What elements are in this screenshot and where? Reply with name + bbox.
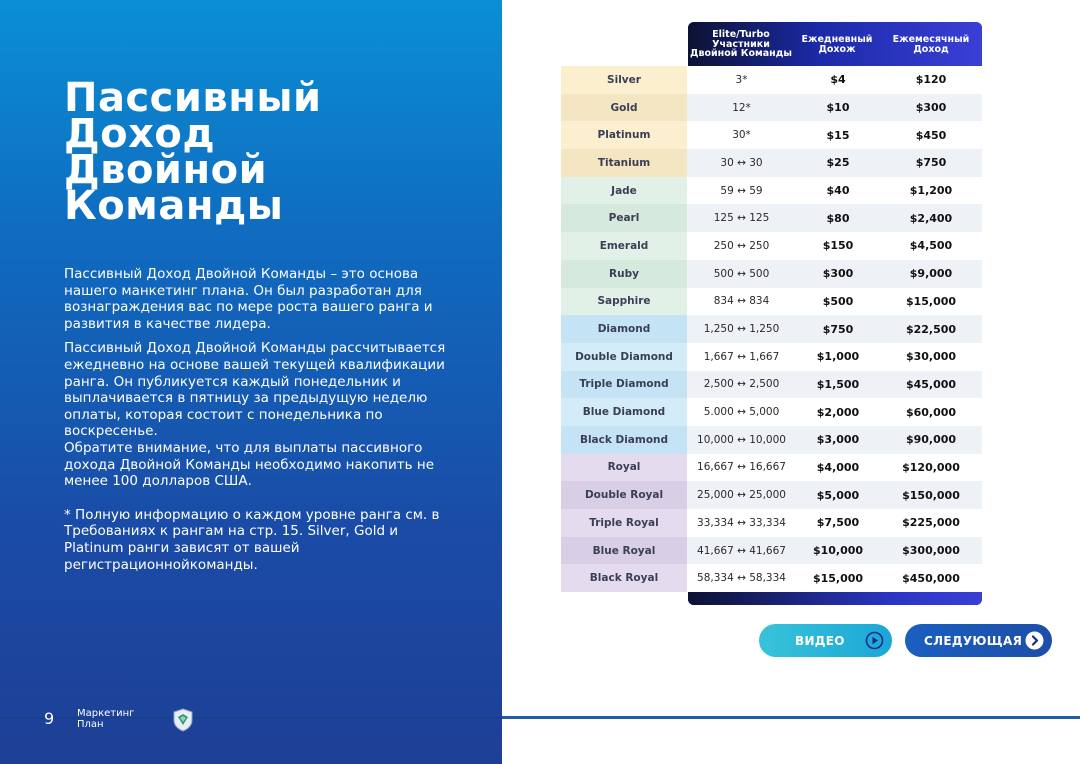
rank-cell: Black Diamond [561,426,687,454]
members-cell: 3* [687,66,796,94]
rank-cell: Gold [561,94,687,122]
daily-income-cell: $7,500 [796,509,880,537]
table-row [561,398,982,426]
rank-cell: Silver [561,66,687,94]
column-header-members [688,30,794,59]
monthly-income-cell: $150,000 [880,481,982,509]
footnote: * Полную информацию о каждом уровне ранга см. в Требованиях к рангам на стр. 15. Silver, Gold и Platinum ранги зависят от вашей регистрационнойкоманды. [64,506,440,573]
rank-cell: Emerald [561,232,687,260]
title-line: Доход [64,111,216,157]
daily-income-cell: $4,000 [796,454,880,482]
rank-cell: Platinum [561,121,687,149]
members-cell: 1,667 ↔ 1,667 [687,343,796,371]
payout-note: Обратите внимание, что для выплаты пассивного дохода Двойной Команды необходимо накопить не менее 100 долларов США. [64,439,435,490]
footer-divider [0,717,502,719]
rank-cell: Triple Diamond [561,371,687,399]
column-header-line: Ежемесячный [892,34,970,45]
monthly-income-cell: $15,000 [880,288,982,316]
description-paragraph: Пассивный Доход Двойной Команды – это основа нашего манкетинг плана. Он был разработан для вознаграждения вас по мере роста вашего ранга и развития в качестве лидера. [64,266,433,332]
members-cell: 12* [687,94,796,122]
daily-income-cell: $10,000 [796,537,880,565]
rank-cell: Diamond [561,315,687,343]
table-row [561,66,982,94]
daily-income-cell: $750 [796,315,880,343]
rank-cell: Double Diamond [561,343,687,371]
members-cell: 5.000 ↔ 5,000 [687,398,796,426]
table-row [561,509,982,537]
daily-income-cell: $1,000 [796,343,880,371]
monthly-income-cell: $450 [880,121,982,149]
rank-cell: Double Royal [561,481,687,509]
monthly-income-cell: $300 [880,94,982,122]
members-cell: 58,334 ↔ 58,334 [687,564,796,592]
income-table-body [561,66,982,592]
daily-income-cell: $5,000 [796,481,880,509]
members-cell: 250 ↔ 250 [687,232,796,260]
members-cell: 500 ↔ 500 [687,260,796,288]
play-circle-icon [865,631,884,650]
description-paragraph: Пассивный Доход Двойной Команды рассчитывается ежедневно на основе вашей текущей квалификации ранга. Он публикуется каждый понедельник и выплачивается в пятницу за предыдущую неделю оплаты, которая состоит с понедельника по воскресенье. [64,340,446,440]
table-row [561,94,982,122]
daily-income-cell: $1,500 [796,371,880,399]
rank-cell: Sapphire [561,288,687,316]
table-row [561,149,982,177]
page-number: 9 [44,709,55,728]
members-cell: 834 ↔ 834 [687,288,796,316]
members-cell: 33,334 ↔ 33,334 [687,509,796,537]
members-cell: 2,500 ↔ 2,500 [687,371,796,399]
monthly-income-cell: $90,000 [880,426,982,454]
monthly-income-cell: $120,000 [880,454,982,482]
rank-cell: Triple Royal [561,509,687,537]
table-row [561,121,982,149]
column-header-line: Ежедневный [801,34,873,45]
daily-income-cell: $15 [796,121,880,149]
daily-income-cell: $25 [796,149,880,177]
monthly-income-cell: $225,000 [880,509,982,537]
table-row [561,177,982,205]
daily-income-cell: $500 [796,288,880,316]
monthly-income-cell: $4,500 [880,232,982,260]
table-row [561,426,982,454]
column-header-line: Дохож [818,43,856,55]
members-cell: 30 ↔ 30 [687,149,796,177]
daily-income-cell: $10 [796,94,880,122]
column-header-daily [794,35,880,54]
video-button-label: ВИДЕО [795,633,845,648]
rank-cell: Black Royal [561,564,687,592]
footer-label-line: План [77,719,104,730]
monthly-income-cell: $750 [880,149,982,177]
rank-cell: Jade [561,177,687,205]
monthly-income-cell: $30,000 [880,343,982,371]
footer-label-line: Маркетинг [77,708,135,719]
video-button[interactable] [759,624,892,657]
column-header-monthly [880,35,982,54]
members-cell: 16,667 ↔ 16,667 [687,454,796,482]
members-cell: 125 ↔ 125 [687,204,796,232]
monthly-income-cell: $1,200 [880,177,982,205]
next-button[interactable] [905,624,1052,657]
daily-income-cell: $80 [796,204,880,232]
table-row [561,564,982,592]
page-title [64,75,322,229]
table-row [561,537,982,565]
monthly-income-cell: $45,000 [880,371,982,399]
table-row [561,454,982,482]
daily-income-cell: $300 [796,260,880,288]
members-cell: 59 ↔ 59 [687,177,796,205]
rank-cell: Pearl [561,204,687,232]
title-line: Пассивный [64,75,322,121]
monthly-income-cell: $300,000 [880,537,982,565]
members-cell: 25,000 ↔ 25,000 [687,481,796,509]
members-cell: 1,250 ↔ 1,250 [687,315,796,343]
table-row [561,481,982,509]
daily-income-cell: $150 [796,232,880,260]
monthly-income-cell: $120 [880,66,982,94]
table-row [561,315,982,343]
table-row [561,371,982,399]
members-cell: 10,000 ↔ 10,000 [687,426,796,454]
members-cell: 30* [687,121,796,149]
rank-cell: Titanium [561,149,687,177]
footer-label [77,708,134,730]
table-row [561,288,982,316]
table-row [561,232,982,260]
rank-cell: Royal [561,454,687,482]
column-header-line: Elite/Turbo [712,29,770,40]
rank-cell: Blue Diamond [561,398,687,426]
description [64,266,446,573]
chevron-right-circle-icon [1025,631,1044,650]
title-line: Двойной [64,147,268,193]
monthly-income-cell: $2,400 [880,204,982,232]
table-row [561,343,982,371]
daily-income-cell: $2,000 [796,398,880,426]
monthly-income-cell: $9,000 [880,260,982,288]
monthly-income-cell: $22,500 [880,315,982,343]
column-header-line: Двойной Команды [689,48,792,59]
footer-divider [502,716,1080,719]
rank-cell: Blue Royal [561,537,687,565]
column-header-line: Доход [913,43,949,55]
next-button-label: СЛЕДУЮЩАЯ [924,633,1023,648]
column-header-line: Участники [712,38,770,50]
daily-income-cell: $3,000 [796,426,880,454]
title-line: Команды [64,183,284,229]
monthly-income-cell: $450,000 [880,564,982,592]
rank-cell: Ruby [561,260,687,288]
monthly-income-cell: $60,000 [880,398,982,426]
daily-income-cell: $4 [796,66,880,94]
table-row [561,260,982,288]
daily-income-cell: $40 [796,177,880,205]
shield-logo-icon [172,708,194,732]
daily-income-cell: $15,000 [796,564,880,592]
members-cell: 41,667 ↔ 41,667 [687,537,796,565]
table-row [561,204,982,232]
left-panel [0,0,502,764]
